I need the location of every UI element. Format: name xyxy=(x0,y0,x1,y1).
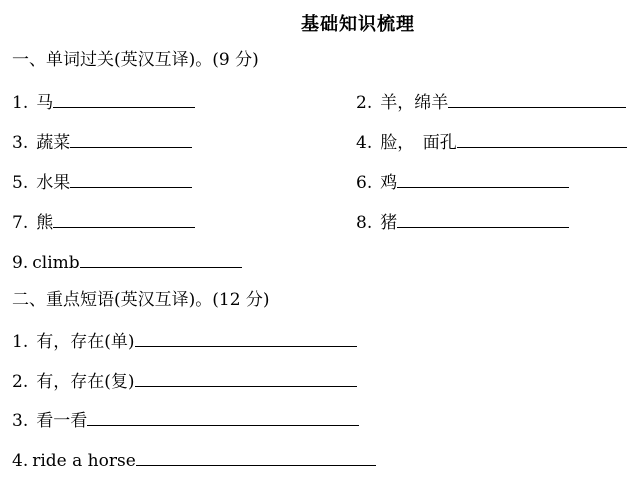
answer-blank[interactable] xyxy=(448,89,626,108)
answer-blank[interactable] xyxy=(136,447,376,466)
item-text: 看一看 xyxy=(36,411,88,431)
page-title: 基础知识梳理 xyxy=(301,14,415,35)
item-text: climb xyxy=(32,253,80,273)
item-text: 蔬菜 xyxy=(36,133,71,153)
word-item-5 xyxy=(12,169,192,193)
item-text: 有，存在(单) xyxy=(36,332,135,352)
item-number: 3. xyxy=(12,133,29,153)
answer-blank[interactable] xyxy=(397,169,569,188)
item-number: 8. xyxy=(356,213,373,233)
item-number: 2. xyxy=(356,93,373,113)
word-item-4 xyxy=(356,129,627,153)
item-text: 有，存在(复) xyxy=(36,372,135,392)
item-text: 水果 xyxy=(36,173,71,193)
phrase-item-2 xyxy=(12,368,357,392)
answer-blank[interactable] xyxy=(53,89,195,108)
item-number: 1. xyxy=(12,332,29,352)
item-number: 6. xyxy=(356,173,373,193)
item-number: 1. xyxy=(12,93,29,113)
word-item-7 xyxy=(12,209,195,233)
word-item-6 xyxy=(356,169,569,193)
item-number: 5. xyxy=(12,173,29,193)
item-text: 鸡 xyxy=(380,173,398,193)
answer-blank[interactable] xyxy=(80,249,242,268)
item-number: 7. xyxy=(12,213,29,233)
word-item-3 xyxy=(12,129,192,153)
word-item-2 xyxy=(356,89,626,113)
section1-heading: 一、单词过关(英汉互译)。(9 分) xyxy=(12,50,259,70)
item-text: 猪 xyxy=(380,213,398,233)
word-item-9 xyxy=(12,249,242,273)
answer-blank[interactable] xyxy=(70,169,192,188)
answer-blank[interactable] xyxy=(135,368,357,387)
phrase-item-3 xyxy=(12,407,359,431)
word-item-1 xyxy=(12,89,195,113)
item-number: 9. xyxy=(12,253,29,273)
item-text: 羊，绵羊 xyxy=(380,93,449,113)
answer-blank[interactable] xyxy=(397,209,569,228)
answer-blank[interactable] xyxy=(53,209,195,228)
item-number: 3. xyxy=(12,411,29,431)
answer-blank[interactable] xyxy=(87,407,359,426)
item-number: 4. xyxy=(12,451,29,471)
item-text: ride a horse xyxy=(32,451,136,471)
answer-blank[interactable] xyxy=(457,129,627,148)
phrase-item-4 xyxy=(12,447,376,471)
item-text: 马 xyxy=(36,93,54,113)
item-text: 熊 xyxy=(36,213,54,233)
item-number: 4. xyxy=(356,133,373,153)
word-item-8 xyxy=(356,209,569,233)
phrase-item-1 xyxy=(12,328,357,352)
item-number: 2. xyxy=(12,372,29,392)
answer-blank[interactable] xyxy=(70,129,192,148)
item-text: 脸， 面孔 xyxy=(380,133,457,153)
section2-heading: 二、重点短语(英汉互译)。(12 分) xyxy=(12,290,270,310)
answer-blank[interactable] xyxy=(135,328,357,347)
